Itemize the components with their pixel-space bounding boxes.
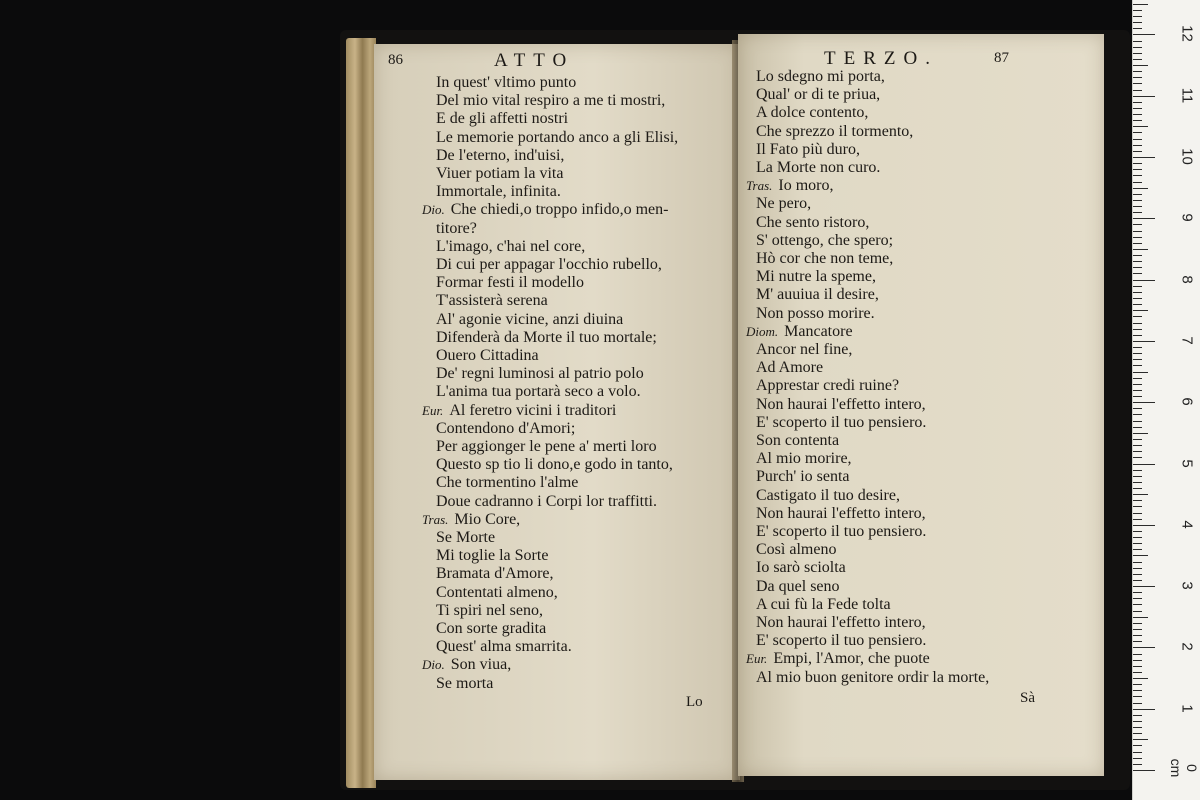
ruler-tick [1133, 586, 1155, 587]
ruler-tick [1133, 562, 1142, 563]
ruler-tick [1133, 537, 1142, 538]
ruler-label: 3 [1178, 581, 1196, 590]
ruler-label: 6 [1178, 397, 1196, 406]
verse-text: Al' agonie vicine, anzi diuina [436, 310, 624, 328]
ruler-tick [1133, 604, 1142, 605]
ruler-tick [1133, 132, 1142, 133]
ruler-tick [1133, 482, 1142, 483]
ruler-tick [1133, 727, 1142, 728]
verse-text: Al mio buon genitore ordir la morte, [756, 668, 990, 686]
text-line [756, 104, 868, 122]
ruler-tick [1133, 273, 1142, 274]
text-line [756, 559, 846, 577]
ruler-tick [1133, 163, 1142, 164]
ruler-label: 8 [1178, 274, 1196, 284]
text-line [756, 614, 926, 632]
ruler-tick [1133, 28, 1142, 29]
text-line [756, 523, 926, 541]
verse-text: Io sarò sciolta [756, 559, 846, 577]
ruler-tick [1133, 660, 1142, 661]
ruler-tick [1133, 4, 1148, 5]
verse-text: La Morte non curo. [756, 159, 881, 176]
text-line [436, 529, 495, 547]
ruler-tick [1133, 353, 1142, 354]
text-line [436, 292, 548, 310]
ruler-tick [1133, 733, 1142, 734]
verse-text: Contendono d'Amori; [436, 419, 576, 437]
verse-text: Al mio morire, [756, 450, 852, 468]
text-line [756, 232, 893, 250]
ruler-tick [1133, 580, 1142, 581]
ruler-tick [1133, 672, 1142, 673]
ruler-tick [1133, 531, 1142, 532]
speaker-label: Eur. [422, 402, 444, 418]
text-line [756, 487, 900, 505]
ruler-tick [1133, 764, 1142, 765]
verse-text: De l'eterno, ind'uisi, [436, 146, 565, 164]
verse-text: Ne pero, [756, 195, 812, 213]
verse-text: In quest' vltimo punto [436, 74, 577, 91]
ruler-label: 7 [1178, 336, 1196, 345]
ruler-tick [1133, 114, 1142, 115]
text-line [756, 450, 852, 468]
verse-text: Ad Amore [756, 359, 824, 377]
ruler-tick [1133, 218, 1155, 219]
text-line [756, 195, 811, 213]
ruler-tick [1133, 10, 1142, 11]
right-page [738, 34, 1104, 776]
text-line [436, 602, 543, 620]
text-line [436, 456, 673, 474]
verse-text: Così almeno [756, 541, 837, 559]
ruler-tick [1133, 433, 1148, 434]
ruler-tick [1133, 709, 1155, 710]
verse-text: Immortale, infinita. [436, 183, 561, 201]
verse-text: Ti spiri nel seno, [436, 601, 543, 619]
ruler-tick [1133, 451, 1142, 452]
ruler-tick [1133, 175, 1142, 176]
ruler-tick [1133, 77, 1142, 78]
verse-text: Questo sp tio li dono,e godo in tanto, [436, 456, 673, 474]
text-line [756, 669, 989, 687]
verse-text: Lo sdegno mi porta, [756, 68, 885, 85]
ruler-tick [1133, 464, 1155, 465]
verse-text: De' regni luminosi al patrio polo [436, 365, 644, 383]
text-line [436, 584, 558, 602]
left-page [374, 44, 740, 780]
verse-text: Ancor nel fine, [756, 341, 853, 358]
text-line [756, 377, 899, 395]
text-line [756, 86, 880, 104]
verse-text: Se morta [436, 674, 494, 692]
text-line [756, 396, 926, 414]
verse-text: E de gli affetti nostri [436, 110, 569, 128]
ruler-tick [1133, 194, 1142, 195]
ruler-tick [1133, 623, 1142, 624]
text-line [436, 365, 644, 383]
ruler-tick [1133, 310, 1148, 311]
text-line [436, 220, 477, 238]
catchword-right: Sà [1020, 690, 1035, 706]
text-line [436, 565, 554, 583]
ruler-tick [1133, 703, 1142, 704]
ruler-tick [1133, 721, 1142, 722]
verse-text: Del mio vital respiro a me ti mostri, [436, 92, 666, 110]
verse-text: E' scoperto il tuo pensiero. [756, 413, 927, 431]
ruler-tick [1133, 47, 1142, 48]
ruler-label: 11 [1178, 87, 1196, 103]
verse-text: Non haurai l'effetto intero, [756, 395, 926, 413]
verse-text: Son viua, [450, 656, 512, 674]
speaker-label: Dio. [422, 202, 445, 218]
ruler-tick [1133, 506, 1142, 507]
text-line [756, 141, 860, 159]
ruler-tick [1133, 83, 1142, 84]
ruler-tick [1133, 243, 1142, 244]
ruler-tick [1133, 59, 1142, 60]
ruler-tick [1133, 341, 1155, 342]
ruler-tick [1133, 739, 1148, 740]
running-head-left: ATTO [494, 50, 575, 71]
ruler-tick [1133, 347, 1142, 348]
ruler-tick [1133, 237, 1142, 238]
text-line [756, 268, 876, 286]
text-line [436, 165, 563, 183]
ruler-tick [1133, 635, 1142, 636]
ruler-tick [1133, 666, 1142, 667]
ruler-tick [1133, 298, 1142, 299]
text-line [756, 123, 913, 141]
verse-text: Hò cor che non teme, [756, 250, 894, 267]
ruler-tick [1133, 457, 1142, 458]
verse-text: Le memorie portando anco a gli Elisi, [436, 128, 679, 146]
text-line [756, 541, 836, 559]
ruler-tick [1133, 323, 1142, 324]
page-edges [346, 38, 376, 788]
ruler-tick [1133, 145, 1142, 146]
text-line [746, 323, 853, 341]
ruler-tick [1133, 549, 1142, 550]
page-number-right: 87 [994, 50, 1009, 66]
verse-text: S' ottengo, che spero; [756, 231, 894, 249]
text-line [756, 468, 850, 486]
verse-text: Mio Core, [454, 510, 521, 528]
verse-text: Bramata d'Amore, [436, 565, 554, 583]
ruler-tick [1133, 611, 1142, 612]
verse-text: Al feretro vicini i traditori [449, 401, 617, 419]
verse-text: Mi toglie la Sorte [436, 547, 549, 565]
ruler-tick [1133, 249, 1148, 250]
ruler-tick [1133, 255, 1142, 256]
ruler-tick [1133, 22, 1142, 23]
text-line [436, 92, 665, 110]
speaker-label: Tras. [746, 178, 773, 194]
verse-text: Quest' alma smarrita. [436, 638, 572, 656]
verse-text: Doue cadranno i Corpi lor traffitti. [436, 492, 657, 510]
text-line [436, 183, 561, 201]
text-line [756, 214, 869, 232]
ruler-tick [1133, 16, 1142, 17]
verse-text: Son contenta [756, 432, 840, 449]
verse-text: M' auuiua il desire, [756, 286, 879, 304]
ruler-tick [1133, 598, 1142, 599]
ruler-tick [1133, 543, 1142, 544]
ruler-label: 5 [1178, 458, 1196, 468]
ruler-tick [1133, 696, 1142, 697]
text-line [756, 159, 880, 177]
ruler-label: 9 [1178, 213, 1196, 222]
verse-text: Castigato il tuo desire, [756, 486, 900, 504]
ruler-tick [1133, 690, 1142, 691]
running-head-right: TERZO. [824, 48, 938, 69]
verse-text: Che chiedi,o troppo infido,o men- [450, 201, 669, 219]
ruler-tick [1133, 335, 1142, 336]
text-line [422, 511, 520, 529]
speaker-label: Tras. [422, 511, 449, 527]
ruler-tick [1133, 200, 1142, 201]
verse-text: Il Fato più duro, [756, 140, 860, 158]
text-line [436, 74, 576, 92]
ruler-tick [1133, 439, 1142, 440]
verse-text: Che sento ristoro, [756, 213, 870, 231]
text-line [422, 656, 511, 674]
verse-text: L'anima tua portarà seco a volo. [436, 383, 641, 401]
text-line [436, 147, 564, 165]
ruler-tick [1133, 525, 1155, 526]
ruler-tick [1133, 169, 1142, 170]
ruler-tick [1133, 617, 1148, 618]
text-line [436, 256, 662, 274]
ruler-tick [1133, 102, 1142, 103]
ruler-tick [1133, 384, 1142, 385]
ruler-tick [1133, 34, 1155, 35]
ruler-tick [1133, 715, 1142, 716]
text-line [746, 177, 834, 195]
verse-text: Contentati almeno, [436, 583, 558, 601]
text-line [436, 110, 568, 128]
ruler-tick [1133, 396, 1142, 397]
verse-text: Non haurai l'effetto intero, [756, 614, 926, 631]
verse-text: Per aggionger le pene a' merti loro [436, 438, 657, 455]
text-line [756, 596, 891, 614]
ruler-tick [1133, 513, 1142, 514]
ruler-tick [1133, 212, 1142, 213]
verse-text: E' scoperto il tuo pensiero. [756, 523, 927, 540]
ruler-tick [1133, 427, 1142, 428]
ruler-label: 4 [1178, 520, 1196, 529]
ruler-tick [1133, 231, 1142, 232]
ruler-tick [1133, 71, 1142, 72]
ruler-tick [1133, 151, 1142, 152]
ruler-label: 12 [1178, 25, 1196, 43]
verse-text: Da quel seno [756, 577, 840, 595]
ruler-tick [1133, 65, 1148, 66]
ruler-tick [1133, 316, 1142, 317]
ruler-tick [1133, 286, 1142, 287]
verse-text: Se Morte [436, 529, 496, 546]
text-line [756, 305, 875, 323]
text-line [436, 474, 578, 492]
verse-text: Mancatore [784, 322, 853, 340]
ruler-tick [1133, 402, 1155, 403]
verse-text: Io moro, [778, 177, 834, 195]
verse-text: Qual' or di te priua, [756, 86, 881, 104]
catchword-left: Lo [686, 694, 703, 710]
verse-text: titore? [436, 219, 477, 237]
verse-text: Di cui per appagar l'occhio rubello, [436, 256, 662, 273]
ruler-tick [1133, 365, 1142, 366]
ruler-tick [1133, 568, 1142, 569]
ruler-tick [1133, 519, 1142, 520]
ruler-tick [1133, 182, 1142, 183]
ruler-tick [1133, 53, 1142, 54]
ruler-tick [1133, 445, 1142, 446]
verse-text: Mi nutre la speme, [756, 268, 876, 286]
text-line [756, 414, 926, 432]
ruler-tick [1133, 280, 1155, 281]
verse-text: A cui fù la Fede tolta [756, 595, 891, 613]
ruler-tick [1133, 574, 1142, 575]
ruler-label: 10 [1178, 148, 1196, 165]
ruler-tick [1133, 90, 1142, 91]
verse-text: Che sprezzo il tormento, [756, 122, 914, 140]
text-line [756, 359, 823, 377]
text-line [756, 432, 839, 450]
ruler-tick [1133, 378, 1142, 379]
text-line [436, 620, 546, 638]
ruler-tick [1133, 120, 1142, 121]
verse-text: Formar festi il modello [436, 274, 584, 292]
text-line [436, 420, 575, 438]
ruler-tick [1133, 224, 1142, 225]
ruler-tick [1133, 390, 1142, 391]
text-line [436, 129, 678, 147]
ruler-tick [1133, 261, 1142, 262]
verse-text: Con sorte gradita [436, 620, 547, 637]
speaker-label: Diom. [746, 323, 779, 339]
verse-text: Empi, l'Amor, che puote [773, 650, 930, 668]
ruler-unit-label: 0 cm [1168, 758, 1200, 778]
ruler-tick [1133, 654, 1142, 655]
ruler-tick [1133, 745, 1142, 746]
verse-text: T'assisterà serena [436, 292, 548, 310]
ruler-tick [1133, 372, 1148, 373]
ruler-tick [1133, 641, 1142, 642]
verse-text: Non haurai l'effetto intero, [756, 504, 926, 522]
text-line [756, 341, 852, 359]
ruler-tick [1133, 267, 1142, 268]
text-line [436, 311, 623, 329]
ruler-tick [1133, 108, 1142, 109]
page-number-left: 86 [388, 52, 403, 68]
text-line [756, 250, 893, 268]
ruler-tick [1133, 770, 1155, 771]
text-line [436, 547, 548, 565]
text-line [436, 238, 585, 256]
ruler-tick [1133, 629, 1142, 630]
ruler-tick [1133, 500, 1142, 501]
ruler-tick [1133, 476, 1142, 477]
text-line [756, 505, 926, 523]
ruler-tick [1133, 488, 1142, 489]
ruler-tick [1133, 292, 1142, 293]
ruler-tick [1133, 678, 1148, 679]
measurement-ruler [1132, 0, 1200, 800]
text-line [436, 329, 657, 347]
ruler-label: 1 [1178, 704, 1196, 713]
ruler-tick [1133, 408, 1142, 409]
ruler-tick [1133, 758, 1142, 759]
speaker-label: Eur. [746, 651, 768, 667]
verse-text: Che tormentino l'alme [436, 474, 579, 492]
ruler-tick [1133, 414, 1142, 415]
ruler-tick [1133, 470, 1142, 471]
ruler-tick [1133, 752, 1142, 753]
ruler-tick [1133, 126, 1148, 127]
verse-text: Viuer potiam la vita [436, 165, 564, 182]
text-line [756, 632, 926, 650]
ruler-tick [1133, 359, 1142, 360]
text-line [436, 438, 657, 456]
text-line [436, 638, 572, 656]
ruler-tick [1133, 592, 1142, 593]
ruler-tick [1133, 329, 1142, 330]
ruler-label: 2 [1178, 642, 1196, 652]
ruler-tick [1133, 421, 1142, 422]
verse-text: Apprestar credi ruine? [756, 377, 900, 395]
ruler-tick [1133, 188, 1148, 189]
verse-text: Ouero Cittadina [436, 347, 539, 364]
text-line [436, 383, 641, 401]
verse-text: L'imago, c'hai nel core, [436, 237, 586, 255]
ruler-tick [1133, 684, 1142, 685]
text-line [756, 286, 879, 304]
text-line [436, 493, 657, 511]
ruler-tick [1133, 206, 1142, 207]
ruler-tick [1133, 494, 1148, 495]
ruler-tick [1133, 139, 1142, 140]
ruler-tick [1133, 157, 1155, 158]
text-line [422, 402, 616, 420]
speaker-label: Dio. [422, 657, 445, 673]
text-line [422, 201, 668, 219]
verse-text: E' scoperto il tuo pensiero. [756, 632, 927, 650]
text-line [746, 650, 930, 668]
verse-text: Difenderà da Morte il tuo mortale; [436, 328, 657, 346]
verse-text: A dolce contento, [756, 104, 869, 122]
ruler-tick [1133, 41, 1142, 42]
ruler-tick [1133, 96, 1155, 97]
text-line [756, 68, 885, 86]
verse-text: Non posso morire. [756, 304, 875, 322]
verse-text: Purch' io senta [756, 468, 850, 486]
text-line [756, 578, 840, 596]
text-line [436, 675, 493, 693]
text-line [436, 347, 539, 365]
ruler-tick [1133, 555, 1148, 556]
ruler-tick [1133, 647, 1155, 648]
text-line [436, 274, 584, 292]
ruler-tick [1133, 304, 1142, 305]
